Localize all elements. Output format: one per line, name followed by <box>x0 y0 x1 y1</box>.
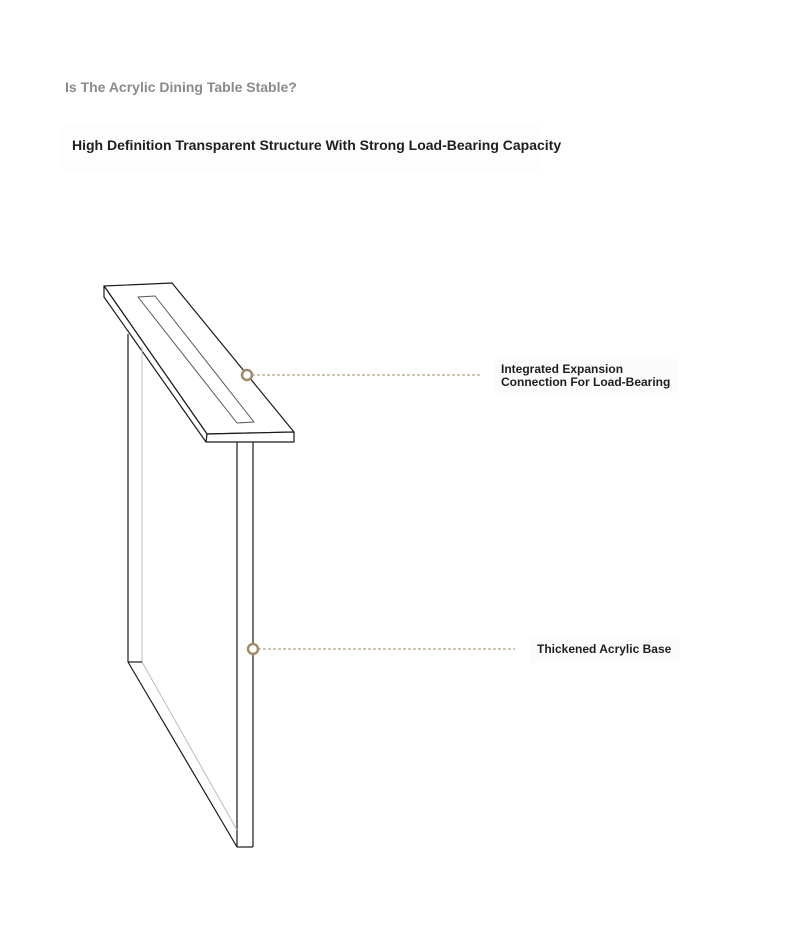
callout-label-expansion <box>501 363 670 389</box>
base-inner-edge <box>142 662 237 830</box>
base-outer-edge <box>128 662 237 847</box>
callout-label-base <box>537 643 671 656</box>
question-heading: Is The Acrylic Dining Table Stable? <box>65 79 297 95</box>
callout-label-line: Integrated Expansion <box>501 362 624 376</box>
callout-marker-expansion <box>242 370 252 380</box>
subtitle-heading: High Definition Transparent Structure With Strong Load-Bearing Capacity <box>72 137 562 153</box>
callout-marker-base <box>248 644 258 654</box>
callout-label-line: Connection For Load-Bearing <box>501 375 671 389</box>
callout-label-line: Thickened Acrylic Base <box>537 642 672 656</box>
table-top-surface <box>104 283 294 434</box>
